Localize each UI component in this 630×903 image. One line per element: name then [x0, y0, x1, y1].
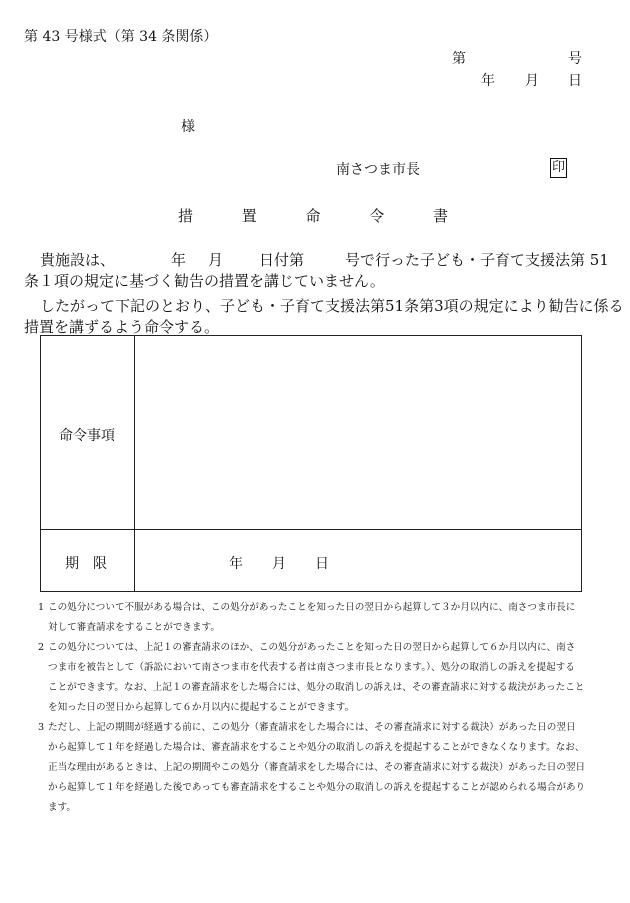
- note-line: を知った日の翌日から起算して６か月以内に提起することができます。: [48, 702, 355, 713]
- deadline-year: 年: [229, 556, 243, 572]
- body-text: したがって下記のとおり、子ども・子育て支援法第51条第3項の規定により勧告に係る: [40, 297, 624, 315]
- document-title: [178, 205, 448, 226]
- note-line: この処分について不服がある場合は、この処分があったことを知った日の翌日から起算して３か月以内に、南さつま市長に: [48, 602, 576, 613]
- deadline-month: 月: [272, 556, 286, 572]
- body-text: 号で行った子ども・子育て支援法第 51: [345, 251, 609, 269]
- note-line: つま市を被告として（訴訟において南さつま市を代表する者は南さつま市長となります。）、処分の取消しの訴えを提起する: [48, 662, 575, 673]
- issuer-name: 南さつま市長: [336, 162, 420, 178]
- title-char: 令: [369, 207, 385, 225]
- body-month: 月: [208, 251, 224, 269]
- note-item: [24, 718, 614, 818]
- title-char: 書: [432, 207, 448, 225]
- form-number: 第 43 号様式（第 34 条関係）: [24, 29, 218, 45]
- date-month: 月: [525, 73, 539, 89]
- note-item: [24, 598, 614, 638]
- document-number-prefix: 第: [452, 51, 466, 67]
- table-divider: [41, 529, 581, 530]
- title-char: 置: [241, 207, 257, 225]
- body-text: 措置を講ずるよう命令する。: [24, 318, 220, 336]
- note-line: ことができます。なお、上記１の審査請求をした場合には、処分の取消しの訴えは、その審査請求に対する裁決があったこと: [48, 682, 585, 693]
- note-line: 対して審査請求をすることができます。: [48, 622, 220, 633]
- table-divider: [134, 336, 135, 591]
- date-day: 日: [568, 73, 582, 89]
- note-line: この処分については、上記１の審査請求のほか、この処分があったことを知った日の翌日から起算して６か月以内に、南さ: [48, 642, 576, 653]
- deadline-label: 期限: [65, 556, 121, 572]
- body-year: 年: [171, 251, 187, 269]
- note-line: ただし、上記の期間が経過する前に、この処分（審査請求をした場合には、その審査請求に対する裁決）があった日の翌日: [48, 722, 576, 733]
- note-item: [24, 638, 614, 718]
- deadline-day: 日: [315, 556, 329, 572]
- note-number: 2: [38, 642, 45, 653]
- document-number-suffix: 号: [568, 51, 582, 67]
- note-line: 正当な理由があるときは、上記の期間やこの処分（審査請求をした場合には、その審査請求に対する裁決）があった日の翌日: [48, 762, 586, 773]
- note-number: 3: [38, 722, 45, 733]
- body-text: 条１項の規定に基づく勧告の措置を講じていません。: [24, 272, 385, 290]
- seal-mark: 印: [550, 158, 567, 178]
- date-year: 年: [481, 73, 495, 89]
- addressee-suffix: 様: [181, 119, 195, 135]
- order-table: [40, 335, 582, 592]
- title-char: 命: [305, 207, 321, 225]
- note-line: から起算して１年を経過した場合は、審査請求をすることや処分の取消しの訴えを提起することができなくなります。なお、: [48, 742, 585, 753]
- body-day: 日付第: [259, 251, 305, 269]
- note-number: 1: [38, 602, 45, 613]
- note-line: ます。: [48, 802, 77, 813]
- order-items-label: 命令事項: [59, 428, 115, 444]
- note-line: から起算して１年を経過した後であっても審査請求をすることや処分の取消しの訴えを提起することが認められる場合があり: [48, 782, 586, 793]
- body-text: 貴施設は、: [40, 251, 116, 269]
- notes-section: [24, 598, 614, 818]
- title-char: 措: [178, 207, 194, 225]
